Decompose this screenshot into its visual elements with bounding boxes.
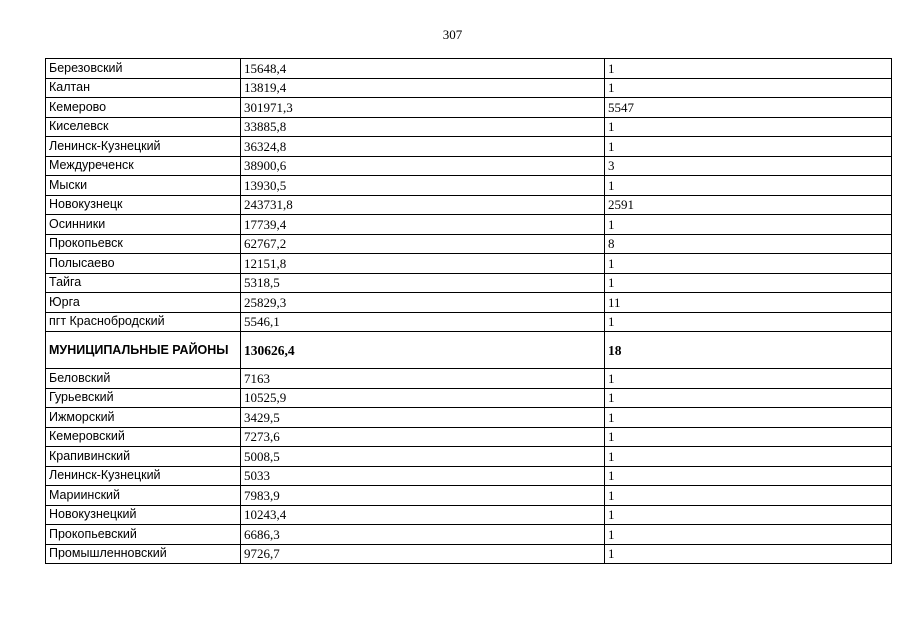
row-value-cell: 5318,5: [241, 273, 605, 293]
row-name-cell: Мыски: [46, 176, 241, 196]
table-row: [46, 408, 892, 428]
table-row: [46, 215, 892, 235]
row-value-cell: 13930,5: [241, 176, 605, 196]
row-name-cell: Новокузнецкий: [46, 505, 241, 525]
row-name-cell: Междуреченск: [46, 156, 241, 176]
row-name-cell: Мариинский: [46, 486, 241, 506]
row-name-cell: Ленинск-Кузнецкий: [46, 137, 241, 157]
row-count-cell: 1: [605, 215, 892, 235]
row-value-cell: 9726,7: [241, 544, 605, 564]
row-value-cell: 10243,4: [241, 505, 605, 525]
row-name-cell: Гурьевский: [46, 388, 241, 408]
row-count-cell: 1: [605, 466, 892, 486]
row-name-cell: Юрга: [46, 293, 241, 313]
row-value-cell: 6686,3: [241, 525, 605, 545]
row-value-cell: 130626,4: [241, 332, 605, 369]
row-name-cell: Калтан: [46, 78, 241, 98]
table-row: [46, 466, 892, 486]
row-value-cell: 25829,3: [241, 293, 605, 313]
row-value-cell: 13819,4: [241, 78, 605, 98]
table-row: [46, 156, 892, 176]
row-value-cell: 7983,9: [241, 486, 605, 506]
table-row: [46, 234, 892, 254]
table-row: [46, 447, 892, 467]
table-row: [46, 59, 892, 79]
row-count-cell: 1: [605, 254, 892, 274]
row-value-cell: 38900,6: [241, 156, 605, 176]
row-count-cell: 1: [605, 505, 892, 525]
row-value-cell: 301971,3: [241, 98, 605, 118]
row-count-cell: 5547: [605, 98, 892, 118]
row-count-cell: 1: [605, 117, 892, 137]
row-name-cell: Полысаево: [46, 254, 241, 274]
row-count-cell: 1: [605, 59, 892, 79]
row-name-cell: Новокузнецк: [46, 195, 241, 215]
row-name-cell: Прокопьевский: [46, 525, 241, 545]
table-row: [46, 176, 892, 196]
section-header-row: [46, 332, 892, 369]
row-value-cell: 33885,8: [241, 117, 605, 137]
row-name-cell: Крапивинский: [46, 447, 241, 467]
row-name-cell: Ленинск-Кузнецкий: [46, 466, 241, 486]
row-value-cell: 5008,5: [241, 447, 605, 467]
row-count-cell: 1: [605, 176, 892, 196]
row-count-cell: 3: [605, 156, 892, 176]
row-value-cell: 15648,4: [241, 59, 605, 79]
table-row: [46, 254, 892, 274]
row-name-cell: Промышленновский: [46, 544, 241, 564]
row-name-cell: Березовский: [46, 59, 241, 79]
table-row: [46, 312, 892, 332]
row-value-cell: 7273,6: [241, 427, 605, 447]
row-value-cell: 17739,4: [241, 215, 605, 235]
row-name-cell: Кемерово: [46, 98, 241, 118]
row-value-cell: 3429,5: [241, 408, 605, 428]
table-row: [46, 525, 892, 545]
row-name-cell: Прокопьевск: [46, 234, 241, 254]
table-row: [46, 117, 892, 137]
row-name-cell: Осинники: [46, 215, 241, 235]
row-name-cell: Тайга: [46, 273, 241, 293]
table-row: [46, 195, 892, 215]
table-row: [46, 544, 892, 564]
row-name-cell: Кемеровский: [46, 427, 241, 447]
table-row: [46, 505, 892, 525]
row-value-cell: 10525,9: [241, 388, 605, 408]
row-name-cell: Ижморский: [46, 408, 241, 428]
row-count-cell: 1: [605, 427, 892, 447]
table-row: [46, 427, 892, 447]
row-count-cell: 8: [605, 234, 892, 254]
row-count-cell: 1: [605, 312, 892, 332]
row-value-cell: 7163: [241, 369, 605, 389]
page-number: 307: [442, 27, 463, 42]
row-count-cell: 1: [605, 525, 892, 545]
table-row: [46, 98, 892, 118]
row-count-cell: 1: [605, 137, 892, 157]
table-body: [46, 59, 892, 564]
row-name-cell: МУНИЦИПАЛЬНЫЕ РАЙОНЫ: [46, 332, 241, 369]
row-count-cell: 1: [605, 544, 892, 564]
data-table: [45, 58, 892, 564]
table-row: [46, 293, 892, 313]
table-row: [46, 369, 892, 389]
row-name-cell: Киселевск: [46, 117, 241, 137]
row-value-cell: 5546,1: [241, 312, 605, 332]
table-row: [46, 78, 892, 98]
row-name-cell: Беловский: [46, 369, 241, 389]
row-count-cell: 11: [605, 293, 892, 313]
row-value-cell: 243731,8: [241, 195, 605, 215]
row-value-cell: 5033: [241, 466, 605, 486]
row-value-cell: 62767,2: [241, 234, 605, 254]
row-count-cell: 1: [605, 369, 892, 389]
row-count-cell: 1: [605, 447, 892, 467]
row-name-cell: пгт Краснобродский: [46, 312, 241, 332]
row-count-cell: 1: [605, 388, 892, 408]
row-count-cell: 1: [605, 486, 892, 506]
row-value-cell: 12151,8: [241, 254, 605, 274]
table-row: [46, 486, 892, 506]
row-count-cell: 1: [605, 78, 892, 98]
row-count-cell: 18: [605, 332, 892, 369]
row-value-cell: 36324,8: [241, 137, 605, 157]
row-count-cell: 2591: [605, 195, 892, 215]
row-count-cell: 1: [605, 273, 892, 293]
table-row: [46, 137, 892, 157]
table-row: [46, 388, 892, 408]
table-row: [46, 273, 892, 293]
row-count-cell: 1: [605, 408, 892, 428]
